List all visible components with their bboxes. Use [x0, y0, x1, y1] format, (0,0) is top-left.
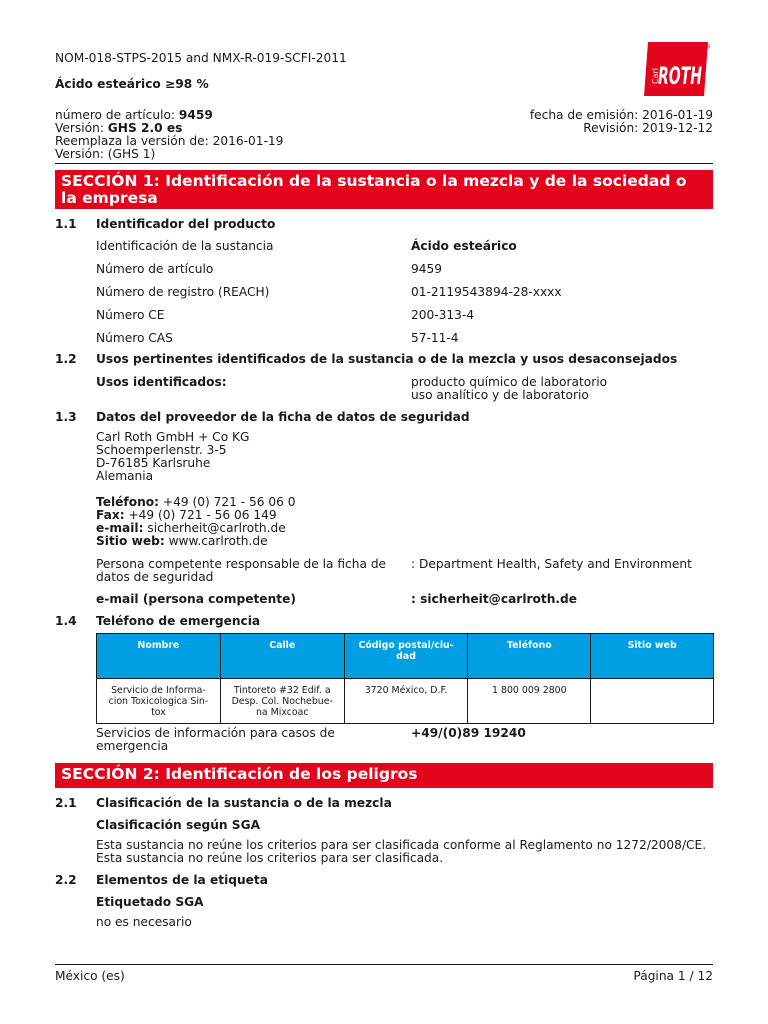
labelling-text: no es necesario	[96, 915, 192, 929]
supplier-street: Schoemperlenstr. 3-5	[96, 443, 227, 457]
footer-page-number: Página 1 / 12	[633, 969, 713, 983]
table-header-row	[97, 634, 714, 679]
website-label: Sitio web:	[96, 534, 165, 548]
classification-text-1: Esta sustancia no reúne los criterios para ser clasificada conforme al Reglamento no 1272/2008/CE.	[96, 838, 707, 852]
subsection-2-2-number: 2.2	[55, 873, 77, 887]
subsection-1-3-number: 1.3	[55, 410, 77, 424]
subsection-1-4-number: 1.4	[55, 614, 77, 628]
phone-label: Teléfono:	[96, 495, 160, 509]
cell-website	[591, 679, 714, 724]
subsection-1-3-title: Datos del proveedor de la ficha de datos de seguridad	[96, 410, 470, 424]
subsection-1-2-title: Usos pertinentes identificados de la sustancia o de la mezcla y usos desaconsejados	[96, 352, 678, 366]
subsection-2-2-title: Elementos de la etiqueta	[96, 873, 268, 887]
version-value: GHS 2.0 es	[107, 121, 183, 135]
article-number-value: 9459	[178, 108, 213, 122]
reach-number-label: Número de registro (REACH)	[96, 285, 270, 299]
article-number-label: número de artículo:	[55, 108, 176, 122]
ghs-labelling-heading: Etiquetado SGA	[96, 895, 204, 909]
footer-country: México (es)	[55, 969, 125, 983]
carl-roth-logo	[640, 40, 712, 98]
emergency-contacts-table	[96, 633, 714, 724]
version-label: Versión:	[55, 121, 104, 135]
fax-label: Fax:	[96, 508, 125, 522]
identified-uses-label: Usos identificados:	[96, 375, 227, 389]
ghs-classification-heading: Clasificación según SGA	[96, 818, 261, 832]
replaces-version: Reemplaza la versión de: 2016-01-19	[55, 134, 284, 148]
regulation-norm: NOM-018-STPS-2015 and NMX-R-019-SCFI-2011	[55, 51, 347, 65]
email-value[interactable]: sicherheit@carlroth.de	[147, 521, 286, 535]
column-header-name: Nombre	[97, 634, 221, 679]
reach-number-value: 01-2119543894-28-xxxx	[411, 285, 562, 299]
cell-postal-city: 3720 México, D.F.	[344, 679, 468, 724]
column-header-postal-city: Código postal/ciu- dad	[344, 634, 468, 679]
old-version: Versión: (GHS 1)	[55, 147, 156, 161]
website-link[interactable]: www.carlroth.de	[168, 534, 268, 548]
email-label: e-mail:	[96, 521, 144, 535]
cell-name: Servicio de Informa- cion Toxicologica Sin- tox	[97, 679, 221, 724]
subsection-1-1-number: 1.1	[55, 217, 77, 231]
registered-mark: ®	[704, 43, 711, 51]
substance-id-value: Ácido esteárico	[411, 239, 517, 253]
cell-phone: 1 800 009 2800	[468, 679, 591, 724]
column-header-phone: Teléfono	[468, 634, 591, 679]
classification-text-2: Esta sustancia no reúne los criterios para ser clasificada.	[96, 851, 444, 865]
emergency-services-label-2: emergencia	[96, 739, 169, 753]
footer-divider	[55, 964, 713, 965]
ec-number-value: 200-313-4	[411, 308, 475, 322]
revision-date: Revisión: 2019-12-12	[583, 121, 713, 135]
supplier-country: Alemania	[96, 469, 154, 483]
column-header-street: Calle	[220, 634, 344, 679]
emergency-services-label-1: Servicios de información para casos de	[96, 726, 335, 740]
fax-value: +49 (0) 721 - 56 06 149	[128, 508, 277, 522]
emergency-services-value: +49/(0)89 19240	[411, 726, 526, 740]
subsection-1-2-number: 1.2	[55, 352, 77, 366]
competent-person-value: : Department Health, Safety and Environment	[411, 557, 692, 571]
competent-email-label: e-mail (persona competente)	[96, 592, 296, 606]
logo-roth-text: ROTH	[658, 62, 702, 90]
column-header-website: Sitio web	[591, 634, 714, 679]
identified-use-2: uso analítico y de laboratorio	[411, 388, 589, 402]
table-row	[97, 679, 714, 724]
product-name: Ácido esteárico ≥98 %	[55, 77, 209, 91]
competent-email-value[interactable]: : sicherheit@carlroth.de	[411, 592, 578, 606]
article-number-row-value: 9459	[411, 262, 443, 276]
supplier-name: Carl Roth GmbH + Co KG	[96, 430, 250, 444]
subsection-2-1-number: 2.1	[55, 796, 77, 810]
substance-id-label: Identificación de la sustancia	[96, 239, 274, 253]
logo-carl-text: Carl	[651, 68, 660, 84]
subsection-2-1-title: Clasificación de la sustancia o de la mezcla	[96, 796, 392, 810]
issue-date: fecha de emisión: 2016-01-19	[529, 108, 713, 122]
section-1-title: SECCIÓN 1: Identificación de la sustancia o la mezcla y de la sociedad o la empresa	[55, 170, 713, 209]
section-2-title: SECCIÓN 2: Identificación de los peligros	[55, 763, 713, 788]
identified-use-1: producto químico de laboratorio	[411, 375, 608, 389]
cas-number-label: Número CAS	[96, 331, 173, 345]
cell-street: Tintoreto #32 Edif. a Desp. Col. Nochebue- na Mixcoac	[220, 679, 344, 724]
subsection-1-1-title: Identificador del producto	[96, 217, 276, 231]
cas-number-value: 57-11-4	[411, 331, 459, 345]
ec-number-label: Número CE	[96, 308, 165, 322]
competent-person-label-1: Persona competente responsable de la ficha de	[96, 557, 387, 571]
competent-person-label-2: datos de seguridad	[96, 570, 214, 584]
website-line	[96, 535, 268, 548]
header-divider	[55, 163, 713, 164]
phone-value: +49 (0) 721 - 56 06 0	[162, 495, 296, 509]
supplier-city: D-76185 Karlsruhe	[96, 456, 211, 470]
subsection-1-4-title: Teléfono de emergencia	[96, 614, 261, 628]
article-number-row-label: Número de artículo	[96, 262, 214, 276]
